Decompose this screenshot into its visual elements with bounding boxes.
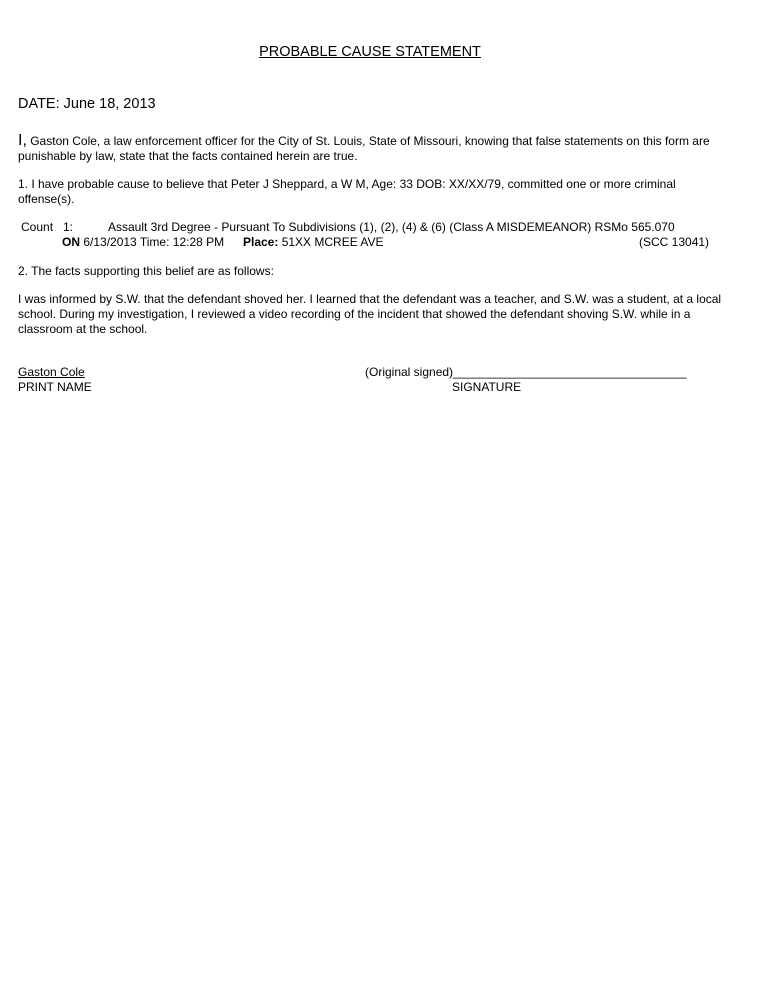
facts-paragraph: I was informed by S.W. that the defendant shoved her. I learned that the defendant was a teacher, and S.W. was a student, at a local school. During my investigation, I reviewed a video recording of the incident that showed the defendant shoving S.W. while in a classroom at the school. bbox=[18, 292, 722, 336]
count-description: Assault 3rd Degree - Pursuant To Subdivisions (1), (2), (4) & (6) (Class A MISDEMEANOR) RSMo 565.070 bbox=[108, 220, 675, 234]
printed-name-block bbox=[18, 365, 92, 395]
place-label: Place: bbox=[243, 235, 279, 249]
original-signed-text: (Original signed) bbox=[365, 365, 454, 379]
print-name-label: PRINT NAME bbox=[18, 380, 92, 394]
time-label: Time: bbox=[139, 235, 170, 249]
document-title: PROBABLE CAUSE STATEMENT bbox=[259, 44, 481, 60]
scc-code: (SCC 13041) bbox=[639, 235, 710, 249]
facts-heading: 2. The facts supporting this belief are as follows: bbox=[18, 264, 274, 278]
place-value: 51XX MCREE AVE bbox=[281, 235, 384, 249]
date-line: DATE: June 18, 2013 bbox=[18, 96, 156, 112]
on-date: 6/13/2013 bbox=[83, 235, 137, 249]
count-number: 1: bbox=[63, 220, 74, 234]
signature-label: SIGNATURE bbox=[452, 380, 522, 394]
intro-paragraph bbox=[18, 133, 730, 164]
probable-cause-paragraph: 1. I have probable cause to believe that Peter J Sheppard, a W M, Age: 33 DOB: XX/XX/79, committed one or more criminal offense(s). bbox=[18, 177, 676, 206]
intro-big-i: I, bbox=[18, 132, 27, 149]
signature-line: ___________________________________ bbox=[453, 365, 687, 379]
printed-name: Gaston Cole bbox=[18, 365, 85, 379]
count-label: Count bbox=[21, 220, 54, 234]
time-value: 12:28 PM bbox=[172, 235, 225, 249]
intro-text: Gaston Cole, a law enforcement officer for the City of St. Louis, State of Missouri, knowing that false statements on this form are punishable by law, state that the facts contained herein are true. bbox=[18, 134, 710, 163]
signature-block bbox=[365, 365, 687, 395]
on-label: ON bbox=[62, 235, 80, 249]
